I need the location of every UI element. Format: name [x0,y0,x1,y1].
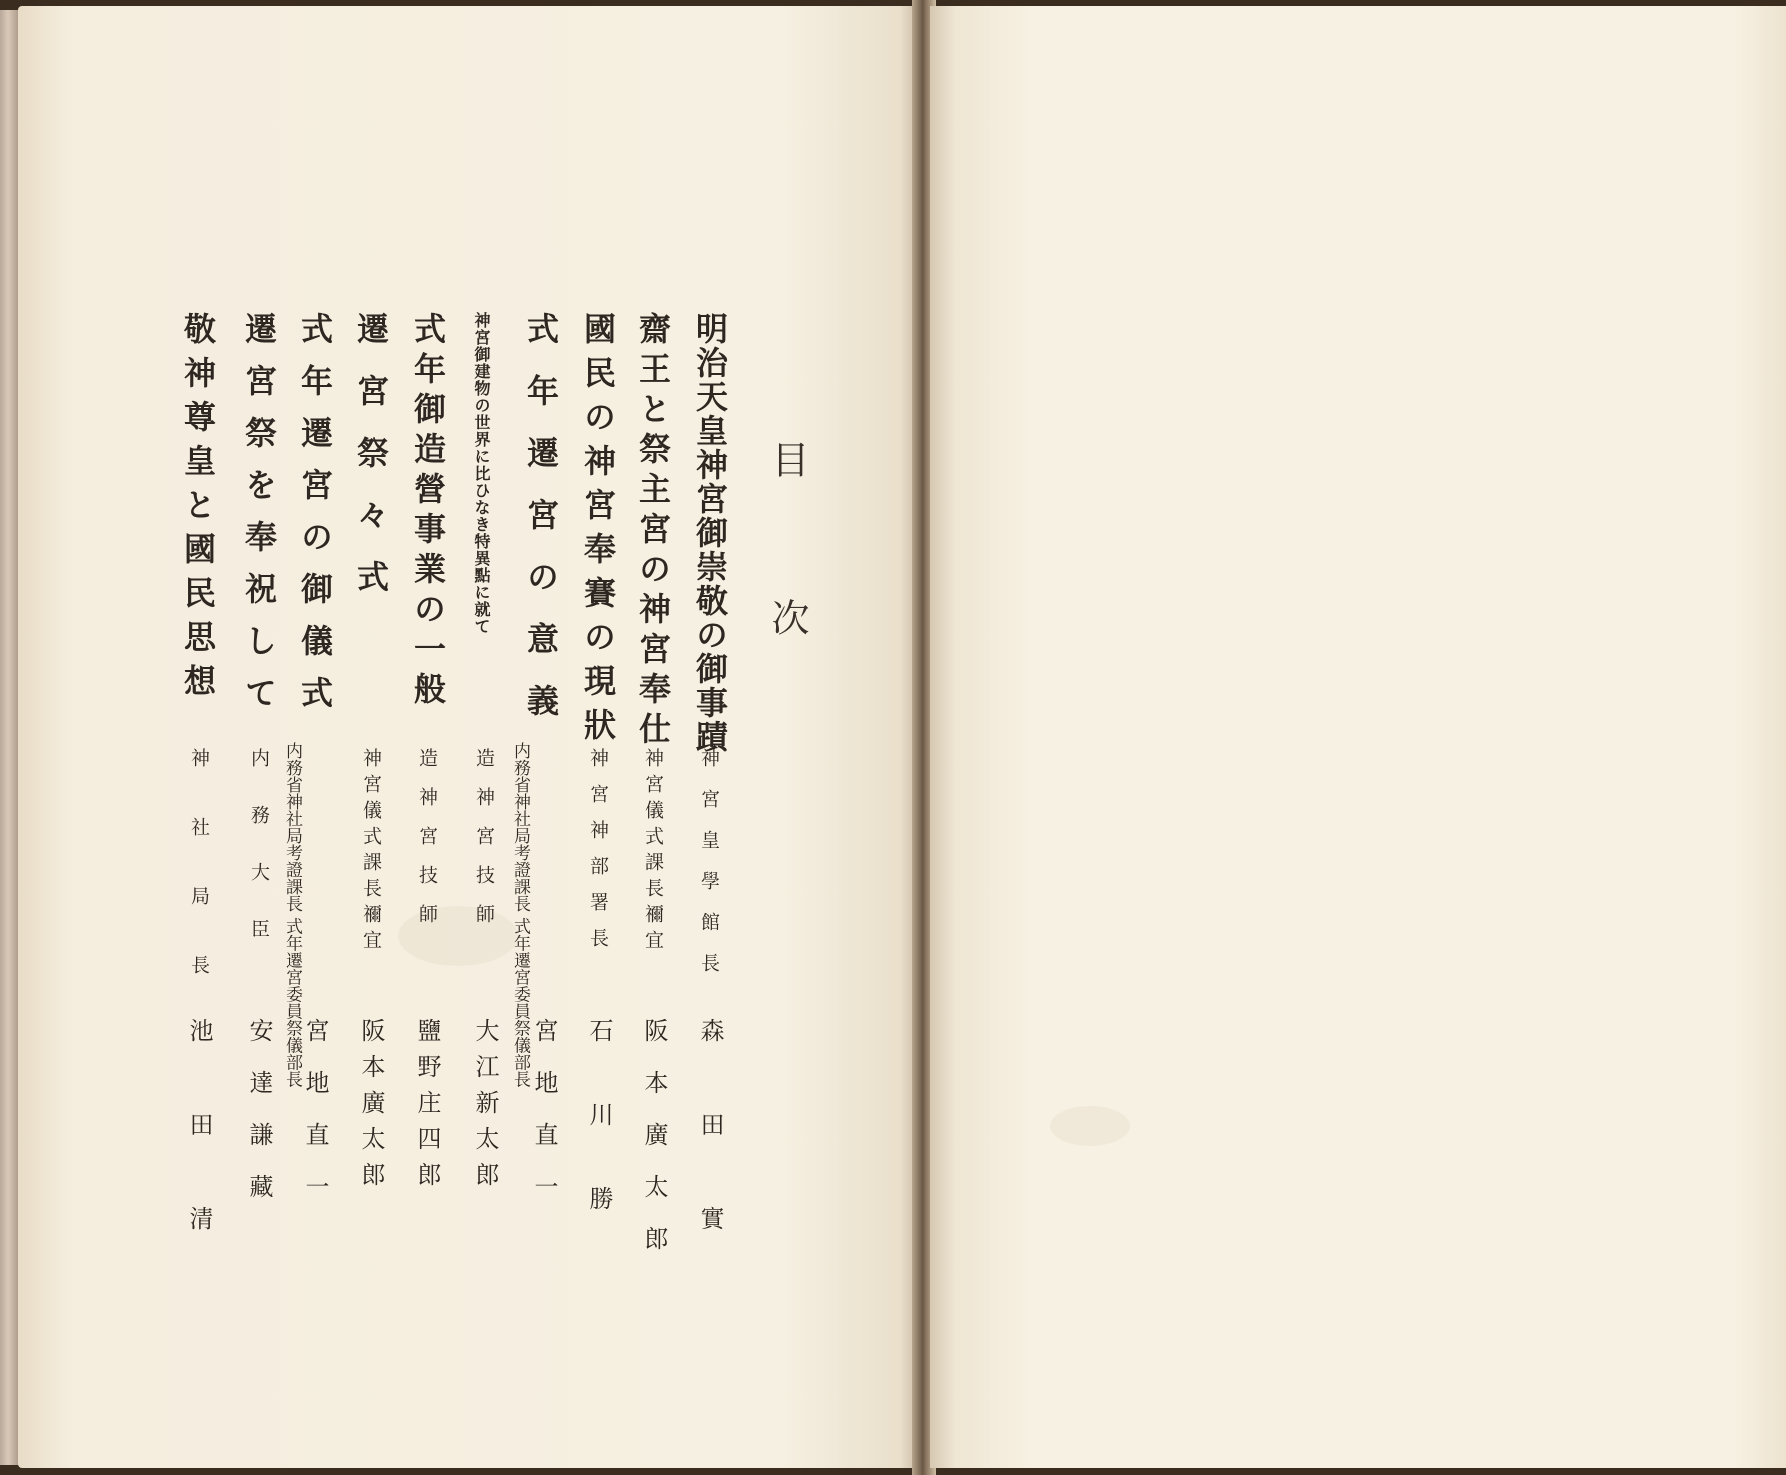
toc-entry-position: 内務省神社局考證課長 式年遷宮委員祭儀部長 [282,742,302,1088]
toc-entry-position: 神宮儀式課長禰宜 [642,748,664,956]
toc-entry-title[interactable]: 遷宮祭を奉祝して [240,312,278,728]
toc-entry-position: 造神宮技師 [416,748,438,943]
toc-entry-position: 神宮神部署長 [587,748,609,964]
toc-entry-title[interactable]: 齋王と祭主宮の神宮奉仕 [634,312,672,752]
right-page-blank [930,6,1786,1468]
toc-entry-position: 内務大臣 [248,748,270,976]
toc-entry-author: 阪本廣太郎 [357,1018,385,1198]
toc-entry-author: 宮地直一 [530,1018,558,1226]
toc-entry-author: 池田清 [185,1018,213,1300]
toc-entry-title[interactable]: 遷宮祭々式 [352,312,390,622]
toc-entry-author: 安達謙藏 [245,1018,273,1226]
toc-entry-author: 大江新太郎 [471,1018,499,1198]
toc-entry-title[interactable]: 神宮御建物の世界に比ひなき特異點に就て [472,312,491,635]
toc-entry-author: 石川勝 [585,1018,613,1270]
toc-entry-author: 鹽野庄四郎 [413,1018,441,1198]
toc-entry-title[interactable]: 式年遷宮の御儀式 [296,312,334,728]
toc-entry-position: 造神宮技師 [473,748,495,943]
toc-heading: 目次 [765,440,809,756]
toc-entry-position: 神宮皇學館長 [698,748,720,994]
toc-entry-position: 内務省神社局考證課長 式年遷宮委員祭儀部長 [510,742,530,1088]
paper-stain [1050,1106,1130,1146]
toc-entry-author: 森田實 [696,1018,724,1300]
toc-entry-title[interactable]: 式年遷宮の意義 [522,312,560,746]
page-edges [0,10,20,1465]
toc-entry-position: 神宮儀式課長禰宜 [360,748,382,956]
toc-entry-title[interactable]: 式年御造營事業の一般 [409,312,447,712]
toc-entry-title[interactable]: 國民の神宮奉賽の現狀 [579,312,617,752]
toc-entry-title[interactable]: 敬神尊皇と國民思想 [179,312,217,708]
toc-entry-title[interactable]: 明治天皇神宮御崇敬の御事蹟 [691,312,729,754]
toc-entry-author: 宮地直一 [301,1018,329,1226]
toc-entry-position: 神社局長 [188,748,210,1024]
toc-entry-author: 阪本廣太郎 [640,1018,668,1278]
